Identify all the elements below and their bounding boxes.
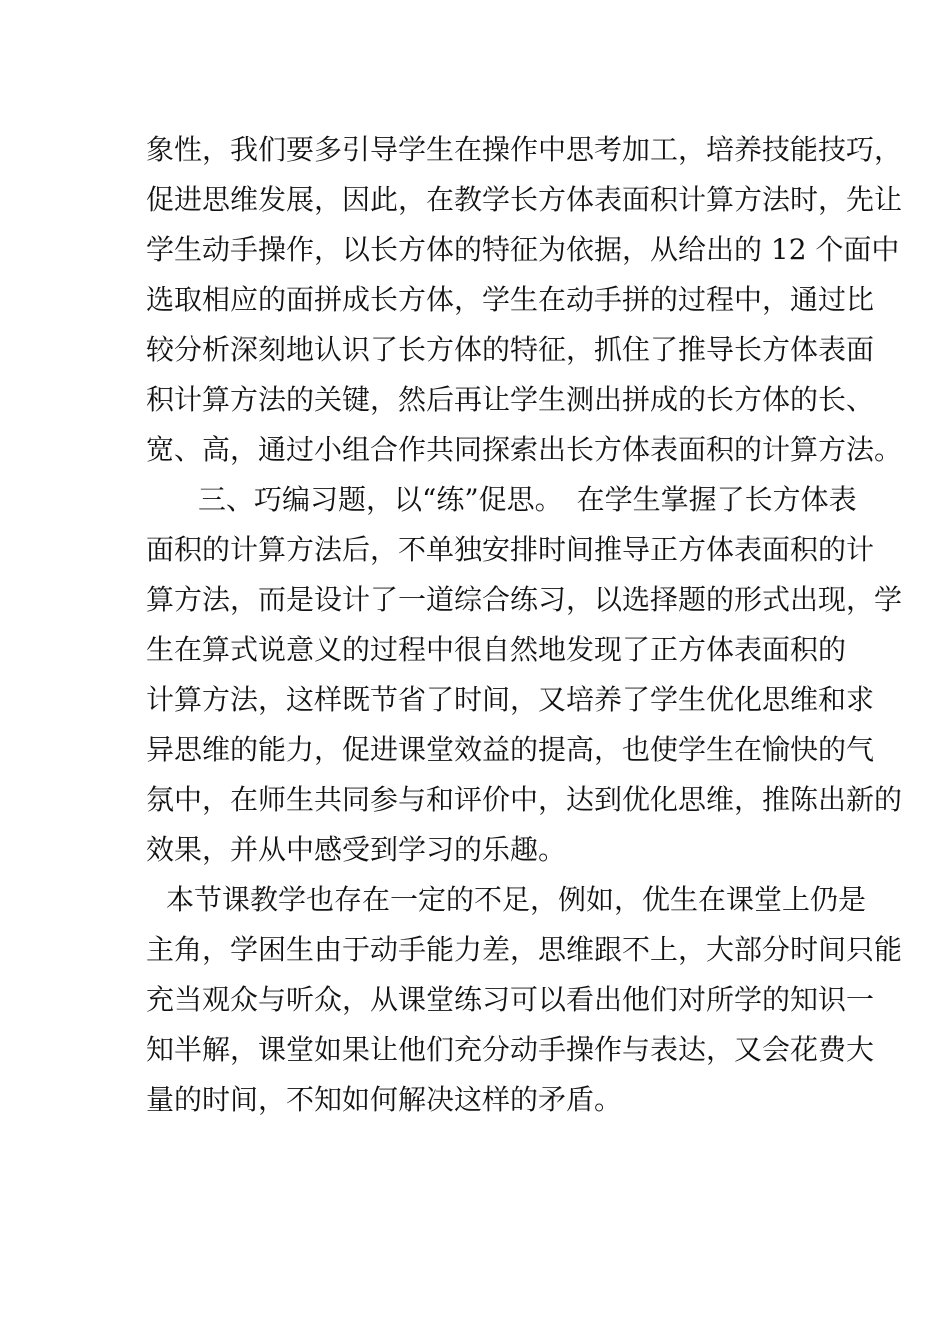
text-line: 宽、高，通过小组合作共同探索出长方体表面积的计算方法。 [146,433,903,466]
text-line: 氛中，在师生共同参与和评价中，达到优化思维，推陈出新的 [146,783,903,816]
text-line: 知半解，课堂如果让他们充分动手操作与表达，又会花费大 [146,1033,875,1066]
text-line: 积计算方法的关键，然后再让学生测出拼成的长方体的长、 [146,383,875,416]
text-line: 面积的计算方法后，不单独安排时间推导正方体表面积的计 [146,533,875,566]
section-heading-line: 三、巧编习题，以“练”促思。 在学生掌握了长方体表 [198,483,857,516]
text-line: 效果，并从中感受到学习的乐趣。 [146,833,567,866]
text-line: 学生动手操作，以长方体的特征为依据，从给出的 12 个面中 [146,233,900,266]
text-line: 较分析深刻地认识了长方体的特征，抓住了推导长方体表面 [146,333,875,366]
text-line: 象性，我们要多引导学生在操作中思考加工，培养技能技巧， [146,133,903,166]
text-line: 生在算式说意义的过程中很自然地发现了正方体表面积的 [146,633,847,666]
text-line: 选取相应的面拼成长方体，学生在动手拼的过程中，通过比 [146,283,875,316]
text-line: 主角，学困生由于动手能力差，思维跟不上，大部分时间只能 [146,933,903,966]
document-body [146,125,903,1125]
text-line: 算方法，而是设计了一道综合练习，以选择题的形式出现，学 [146,583,903,616]
text-line: 异思维的能力，促进课堂效益的提高，也使学生在愉快的气 [146,733,875,766]
text-line: 量的时间，不知如何解决这样的矛盾。 [146,1083,623,1116]
text-line: 促进思维发展，因此，在教学长方体表面积计算方法时，先让 [146,183,903,216]
paragraph-start-line: 本节课教学也存在一定的不足，例如，优生在课堂上仍是 [166,883,867,916]
text-line: 充当观众与听众，从课堂练习可以看出他们对所学的知识一 [146,983,875,1016]
text-line: 计算方法，这样既节省了时间，又培养了学生优化思维和求 [146,683,875,716]
